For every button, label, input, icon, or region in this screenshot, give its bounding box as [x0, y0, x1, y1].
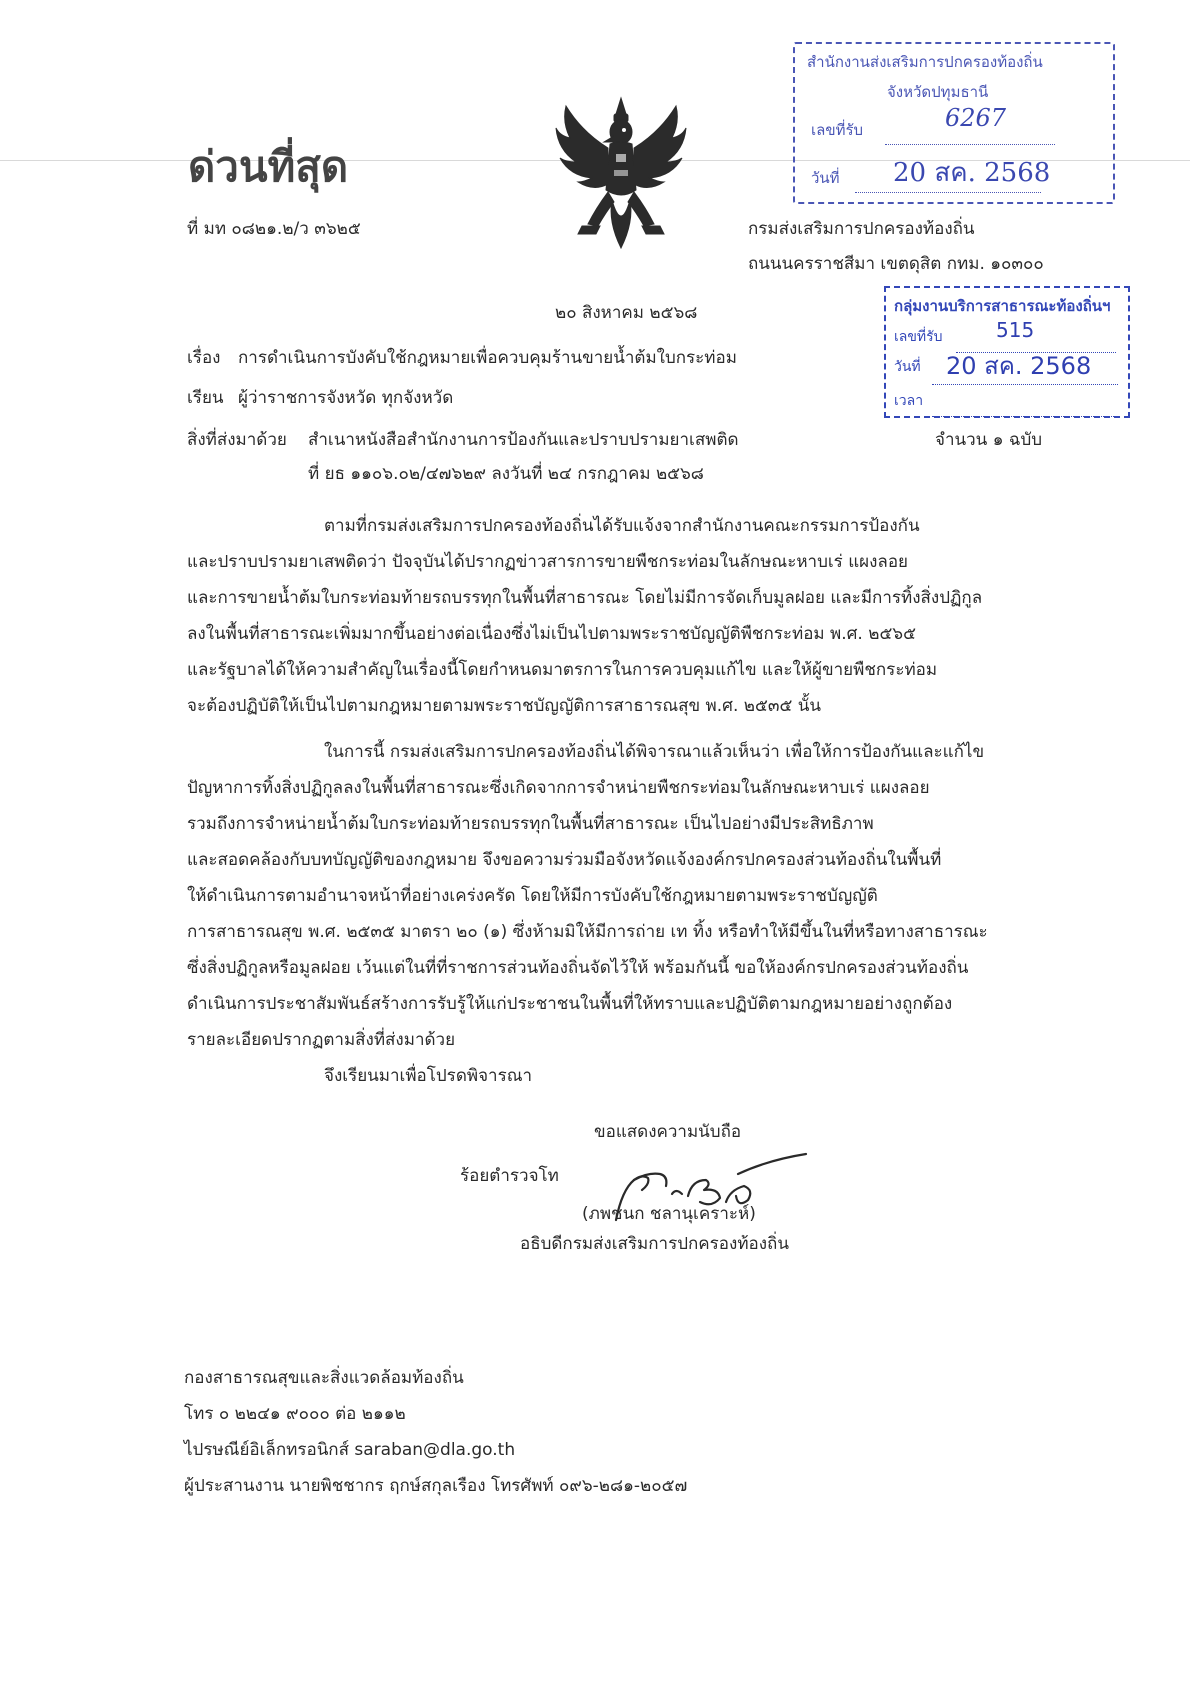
paragraph-line: ตามที่กรมส่งเสริมการปกครองท้องถิ่นได้รับแจ้งจากสำนักงานคณะกรรมการป้องกัน	[324, 516, 920, 536]
stamp-number-line	[885, 130, 1055, 149]
stamp2-number-label: เลขที่รับ	[894, 329, 943, 345]
subject-label: เรื่อง	[187, 348, 221, 368]
footer-email: ไปรษณีย์อิเล็กทรอนิกส์ saraban@dla.go.th	[184, 1440, 516, 1460]
subject-text: การดำเนินการบังคับใช้กฎหมายเพื่อควบคุมร้านขายน้ำต้มใบกระท่อม	[238, 348, 737, 368]
stamp-org-line2: จังหวัดปทุมธานี	[887, 83, 989, 101]
paragraph-line: ให้ดำเนินการตามอำนาจหน้าที่อย่างเคร่งครัด โดยให้มีการบังคับใช้กฎหมายตามพระราชบัญญัติ	[187, 886, 878, 906]
enclosure-label: สิ่งที่ส่งมาด้วย	[187, 430, 287, 450]
stamp2-date-label: วันที่	[894, 359, 921, 375]
stamp2-time-line	[932, 402, 1118, 421]
paragraph-line: และปราบปรามยาเสพติดว่า ปัจจุบันได้ปรากฏข่าวสารการขายพืชกระท่อมในลักษณะหาบเร่ แผงลอย	[187, 552, 909, 572]
agency-name: กรมส่งเสริมการปกครองท้องถิ่น	[748, 219, 975, 239]
signatory-rank: ร้อยตำรวจโท	[460, 1166, 559, 1186]
urgent-marker: ด่วนที่สุด	[188, 142, 349, 191]
stamp-number-label: เลขที่รับ	[811, 121, 864, 139]
footer-division: กองสาธารณสุขและสิ่งแวดล้อมท้องถิ่น	[184, 1368, 464, 1388]
closing-request: จึงเรียนมาเพื่อโปรดพิจารณา	[324, 1066, 533, 1086]
receipt-stamp-provincial	[793, 42, 1115, 204]
paragraph-line: และการขายน้ำต้มใบกระท่อมท้ายรถบรรทุกในพื้นที่สาธารณะ โดยไม่มีการจัดเก็บมูลฝอย และมีการทิ้งสิ่งปฏิกูล	[187, 588, 983, 608]
paragraph-line: จะต้องปฏิบัติให้เป็นไปตามกฎหมายตามพระราชบัญญัติการสาธารณสุข พ.ศ. ๒๕๓๕ นั้น	[187, 696, 821, 716]
paragraph-line: รายละเอียดปรากฏตามสิ่งที่ส่งมาด้วย	[187, 1030, 456, 1050]
recipient-label: เรียน	[187, 388, 224, 408]
receipt-stamp-group	[884, 286, 1130, 418]
paragraph-line: และสอดคล้องกับบทบัญญัติของกฎหมาย จึงขอความร่วมมือจังหวัดแจ้งองค์กรปกครองส่วนท้องถิ่นในพื้นที่	[187, 850, 942, 870]
paragraph-line: ซึ่งสิ่งปฏิกูลหรือมูลฝอย เว้นแต่ในที่ที่ราชการส่วนท้องถิ่นจัดไว้ให้ พร้อมกันนี้ ขอให้องค์กรปกครองส่วนท้องถิ่น	[187, 958, 969, 978]
paragraph-line: ปัญหาการทิ้งสิ่งปฏิกูลลงในพื้นที่สาธารณะซึ่งเกิดจากการจำหน่ายพืชกระท่อมในลักษณะหาบเร่ แผงลอย	[187, 778, 930, 798]
stamp-date-value: 20 สค. 2568	[893, 158, 1051, 188]
footer-phone: โทร ๐ ๒๒๔๑ ๙๐๐๐ ต่อ ๒๑๑๒	[184, 1404, 406, 1424]
letter-date: ๒๐ สิงหาคม ๒๕๖๘	[555, 303, 698, 323]
paragraph-line: รวมถึงการจำหน่ายน้ำต้มใบกระท่อมท้ายรถบรรทุกในพื้นที่สาธารณะ เป็นไปอย่างมีประสิทธิภาพ	[187, 814, 874, 834]
paragraph-line: ในการนี้ กรมส่งเสริมการปกครองท้องถิ่นได้พิจารณาแล้วเห็นว่า เพื่อให้การป้องกันและแก้ไข	[324, 742, 985, 762]
stamp-date-label: วันที่	[811, 169, 840, 187]
enclosure-quantity: จำนวน ๑ ฉบับ	[935, 430, 1043, 450]
stamp-number-value: 6267	[945, 104, 1007, 132]
recipient-text: ผู้ว่าราชการจังหวัด ทุกจังหวัด	[238, 388, 454, 408]
body-paragraph-1	[187, 508, 1057, 724]
stamp2-number-value: 515	[996, 318, 1035, 342]
body-paragraph-2	[187, 734, 1057, 1058]
paragraph-line: ดำเนินการประชาสัมพันธ์สร้างการรับรู้ให้แก่ประชาชนในพื้นที่ให้ทราบและปฏิบัติตามกฎหมายอย่างถูกต้อง	[187, 994, 953, 1014]
stamp-org-line1: สำนักงานส่งเสริมการปกครองท้องถิ่น	[807, 53, 1043, 71]
stamp2-group-name: กลุ่มงานบริการสาธารณะท้องถิ่นฯ	[894, 297, 1111, 315]
stamp2-date-value: 20 สค. 2568	[946, 352, 1092, 380]
stamp2-time-label: เวลา	[894, 393, 924, 409]
agency-address: ถนนนครราชสีมา เขตดุสิต กทม. ๑๐๓๐๐	[748, 254, 1044, 274]
enclosure-reference: ที่ ยธ ๑๑๐๖.๐๒/๔๗๖๒๙ ลงวันที่ ๒๔ กรกฎาคม ๒๕๖๘	[308, 464, 704, 484]
doc-number: ที่ มท ๐๘๒๑.๒/ว ๓๖๒๕	[187, 219, 361, 239]
signatory-position: อธิบดีกรมส่งเสริมการปกครองท้องถิ่น	[520, 1234, 789, 1254]
paragraph-line: ลงในพื้นที่สาธารณะเพิ่มมากขึ้นอย่างต่อเนื่องซึ่งไม่เป็นไปตามพระราชบัญญัติพืชกระท่อม พ.ศ. ๒๕๖๕	[187, 624, 916, 644]
signatory-name: (ภพชนก ชลานุเคราะห์)	[582, 1204, 756, 1224]
paragraph-line: การสาธารณสุข พ.ศ. ๒๕๓๕ มาตรา ๒๐ (๑) ซึ่งห้ามมิให้มีการถ่าย เท ทิ้ง หรือทำให้มีขึ้นในที่หรือทางสาธารณะ	[187, 922, 988, 942]
footer-coordinator: ผู้ประสานงาน นายพิชชากร ฤกษ์สกุลเรือง โทรศัพท์ ๐๙๖-๒๘๑-๒๐๕๗	[184, 1476, 688, 1496]
garuda-emblem-icon	[552, 92, 690, 252]
enclosure-text: สำเนาหนังสือสำนักงานการป้องกันและปราบปรามยาเสพติด	[308, 430, 739, 450]
regards-text: ขอแสดงความนับถือ	[594, 1122, 742, 1142]
paragraph-line: และรัฐบาลได้ให้ความสำคัญในเรื่องนี้โดยกำหนดมาตรการในการควบคุมแก้ไข และให้ผู้ขายพืชกระท่อม	[187, 660, 938, 680]
